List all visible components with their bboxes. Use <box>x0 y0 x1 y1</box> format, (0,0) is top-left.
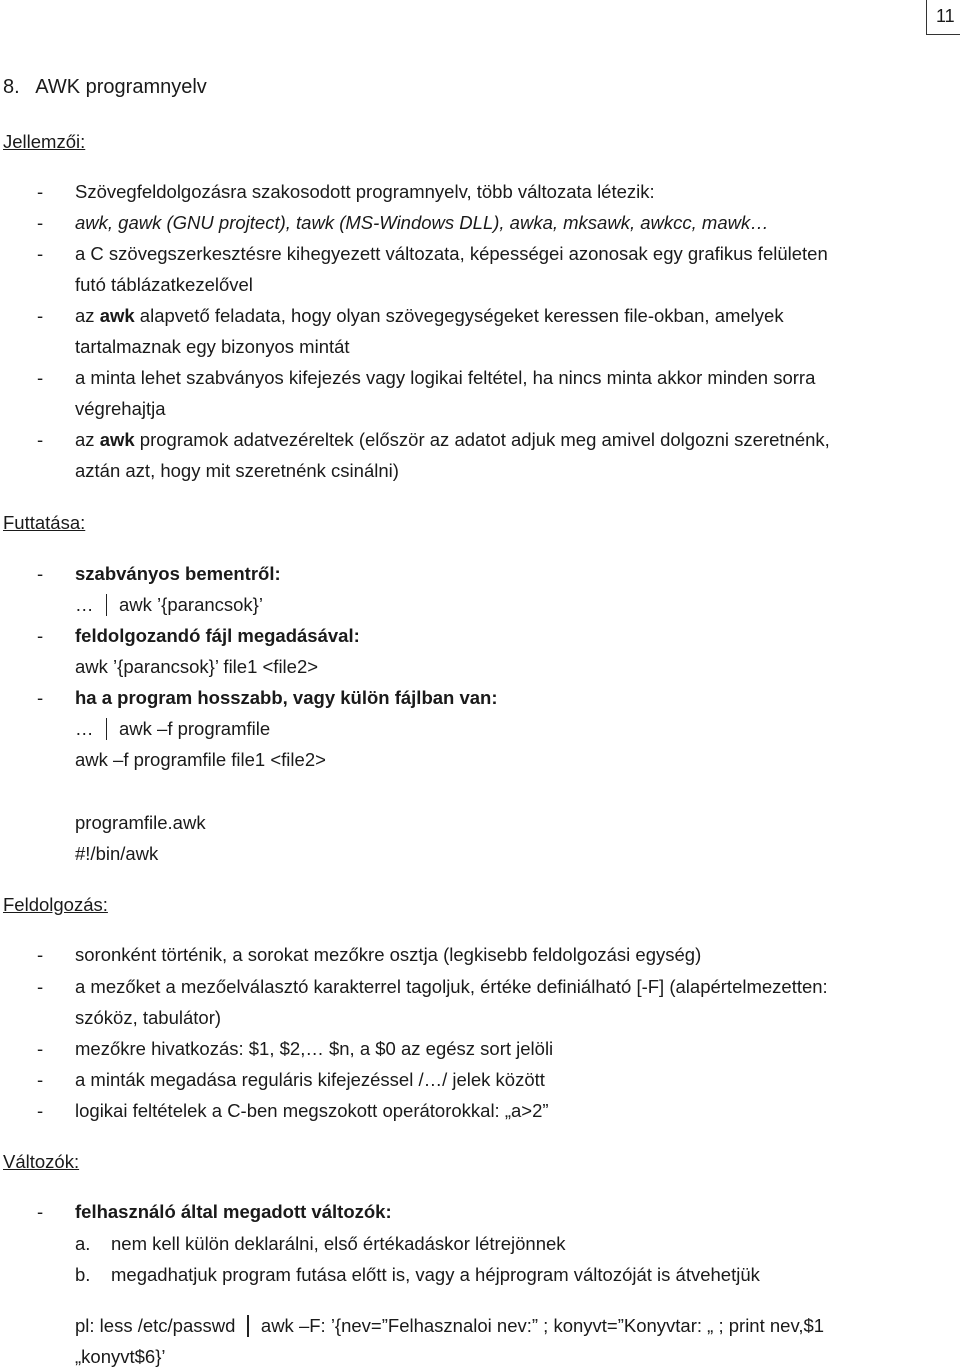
example-continuation: „konyvt$6}’ <box>75 1346 166 1367</box>
list-item: a C szövegszerkesztésre kihegyezett változata, képességei azonosak egy grafikus felületen <box>75 243 828 264</box>
bullet-dash: - <box>37 1100 44 1121</box>
list-item: logikai feltételek a C-ben megszokott operátorokkal: „a>2” <box>75 1100 549 1121</box>
list-item-continuation: végrehajtja <box>75 398 166 419</box>
code-line <box>75 718 270 740</box>
valtozok-title: Változók: <box>3 1151 80 1172</box>
bullet-dash: - <box>37 625 44 646</box>
code-line: awk –f programfile file1 <file2> <box>75 749 326 770</box>
example-pre: pl: less /etc/passwd <box>75 1315 236 1336</box>
awk-keyword: awk <box>99 429 135 450</box>
bullet-dash: - <box>37 563 44 584</box>
list-item-continuation: szóköz, tabulátor) <box>75 1007 222 1028</box>
futtatasa-title: Futtatása: <box>3 512 86 533</box>
sub-item-text: nem kell külön deklarálni, első értékadáskor létrejönnek <box>111 1233 566 1254</box>
list-item: a mezőket a mezőelválasztó karakterrel tagoljuk, értéke definiálható [-F] (alapértelmezetten: <box>75 976 828 997</box>
code-line: awk ’{parancsok}’ file1 <file2> <box>75 656 319 677</box>
bullet-dash: - <box>37 305 44 326</box>
list-item-label: felhasználó által megadott változók: <box>75 1201 392 1222</box>
sub-item-marker: a. <box>75 1233 91 1254</box>
bullet-dash: - <box>37 212 44 233</box>
pipe-symbol <box>247 1315 249 1337</box>
list-item-label: szabványos bementről: <box>75 563 281 584</box>
bullet-dash: - <box>37 243 44 264</box>
list-item-label: feldolgozandó fájl megadásával: <box>75 625 360 646</box>
list-item: a minták megadása reguláris kifejezéssel /…/ jelek között <box>75 1069 545 1090</box>
bullet-dash: - <box>37 1038 44 1059</box>
code-line <box>75 594 263 616</box>
ellipsis: … <box>75 594 94 615</box>
bullet-dash: - <box>37 1069 44 1090</box>
list-item: mezőkre hivatkozás: $1, $2,… $n, a $0 az egész sort jelöli <box>75 1038 554 1059</box>
bullet-dash: - <box>37 181 44 202</box>
list-item-continuation: aztán azt, hogy mit szeretnénk csinálni) <box>75 460 399 481</box>
text: alapvető feladata, hogy olyan szövegegységeket keressen file-okban, amelyek <box>134 305 784 326</box>
list-item: a minta lehet szabványos kifejezés vagy logikai feltétel, ha nincs minta akkor minden sorra <box>75 367 816 388</box>
list-item-label: ha a program hosszabb, vagy külön fájlban van: <box>75 687 498 708</box>
example-post: awk –F: ’{nev=”Felhasznaloi nev:” ; konyvt=”Konyvtar: „ ; print nev,$1 <box>260 1315 825 1336</box>
list-item-continuation: futó táblázatkezelővel <box>75 274 253 295</box>
section-heading <box>3 76 207 98</box>
bullet-dash: - <box>37 429 44 450</box>
bullet-dash: - <box>37 1201 44 1222</box>
sub-item-marker: b. <box>75 1264 91 1285</box>
command: awk –f programfile <box>119 718 271 739</box>
example-line <box>75 1315 824 1337</box>
list-item-continuation: tartalmaznak egy bizonyos mintát <box>75 336 350 357</box>
heading-number: 8. <box>3 76 20 98</box>
file-example-shebang: #!/bin/awk <box>75 843 159 864</box>
ellipsis: … <box>75 718 94 739</box>
text: az <box>75 305 100 326</box>
heading-title: AWK programnyelv <box>35 76 207 98</box>
bullet-dash: - <box>37 687 44 708</box>
list-item: soronként történik, a sorokat mezőkre osztja (legkisebb feldolgozási egység) <box>75 944 702 965</box>
bullet-dash: - <box>37 367 44 388</box>
awk-keyword: awk <box>99 305 135 326</box>
pipe-symbol <box>106 594 108 616</box>
bullet-dash: - <box>37 976 44 997</box>
bullet-dash: - <box>37 944 44 965</box>
text: programok adatvezéreltek (először az adatot adjuk meg amivel dolgozni szeretnénk, <box>134 429 830 450</box>
list-item <box>75 305 784 327</box>
pipe-symbol <box>106 718 108 740</box>
command: awk ’{parancsok}’ <box>119 594 263 615</box>
page-number: 11 <box>936 6 955 26</box>
list-item: awk, gawk (GNU projtect), tawk (MS-Windows DLL), awka, mksawk, awkcc, mawk… <box>75 212 769 233</box>
feldolgozas-title: Feldolgozás: <box>3 894 108 915</box>
sub-item-text: megadhatjuk program futása előtt is, vagy a héjprogram változóját is átvehetjük <box>111 1264 760 1285</box>
jellemzoi-title: Jellemzői: <box>3 131 86 152</box>
list-item: Szövegfeldolgozásra szakosodott programnyelv, több változata létezik: <box>75 181 655 202</box>
text: az <box>75 429 100 450</box>
file-example-name: programfile.awk <box>75 812 206 833</box>
list-item <box>75 429 830 451</box>
